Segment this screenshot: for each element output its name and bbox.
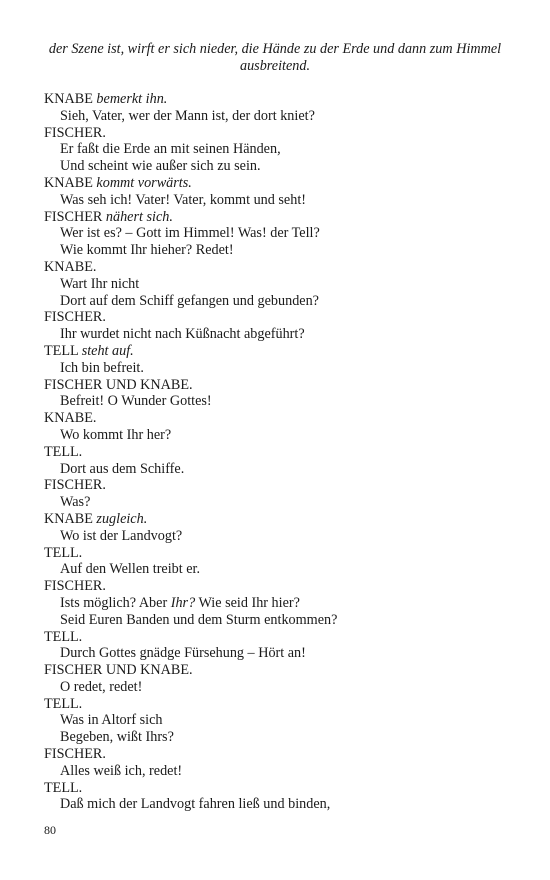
speaker-name: TELL. — [44, 443, 83, 460]
verse-line — [44, 276, 514, 293]
speaker-line — [44, 91, 514, 108]
verse-text: Dort auf dem Schiff gefangen und gebunden? — [60, 292, 319, 309]
verse-text: Dort aus dem Schiffe. — [60, 460, 185, 477]
verse-line — [44, 645, 514, 662]
speaker-line — [44, 746, 514, 763]
speaker-line — [44, 696, 514, 713]
speaker-name: KNABE — [44, 174, 97, 191]
verse-line — [44, 461, 514, 478]
speaker-name: KNABE. — [44, 258, 97, 275]
speaker-name: FISCHER — [44, 208, 106, 225]
verse-text: Sieh, Vater, wer der Mann ist, der dort kniet? — [60, 107, 315, 124]
verse-text: Er faßt die Erde an mit seinen Händen, — [60, 141, 281, 158]
speaker-name: FISCHER. — [44, 124, 106, 141]
verse-line — [44, 679, 514, 696]
speaker-line — [44, 343, 514, 360]
verse-text: Und scheint wie außer sich zu sein. — [60, 158, 261, 175]
speaker-line — [44, 259, 514, 276]
verse-text: Ich bin befreit. — [60, 359, 144, 376]
verse-text: Wart Ihr nicht — [60, 275, 140, 292]
verse-line — [44, 561, 514, 578]
speaker-line — [44, 545, 514, 562]
verse-text: O redet, redet! — [60, 678, 143, 695]
verse-line — [44, 225, 514, 242]
speaker-name: TELL — [44, 342, 82, 359]
verse-text: Begeben, wißt Ihrs? — [60, 729, 174, 746]
verse-text: Ihr wurdet nicht nach Küßnacht abgeführt? — [60, 326, 305, 343]
speaker-name: FISCHER. — [44, 477, 106, 494]
speaker-line — [44, 410, 514, 427]
stage-direction: der Szene ist, wirft er sich nieder, die Hände zu der Erde und dann zum Himmel ausbreitend. — [48, 41, 502, 74]
speaker-name: TELL. — [44, 695, 83, 712]
verse-text: Wer ist es? – Gott im Himmel! Was! der Tell? — [60, 225, 320, 242]
verse-text: Was? — [60, 494, 91, 511]
speaker-name: FISCHER. — [44, 578, 106, 595]
speaker-name: FISCHER. — [44, 309, 106, 326]
verse-text: Seid Euren Banden und dem Sturm entkommen? — [60, 611, 338, 628]
verse-line — [44, 729, 514, 746]
speaker-line — [44, 125, 514, 142]
verse-text: Wo ist der Landvogt? — [60, 527, 183, 544]
verse-line — [44, 326, 514, 343]
verse-line — [44, 242, 514, 259]
verse-line — [44, 393, 514, 410]
verse-line — [44, 158, 514, 175]
verse-line — [44, 796, 514, 813]
stage-note: nähert sich. — [105, 208, 173, 225]
emphasis: Ihr? — [170, 594, 196, 611]
stage-note: kommt vorwärts. — [96, 174, 192, 191]
verse-line — [44, 763, 514, 780]
speaker-name: FISCHER. — [44, 746, 106, 763]
stage-note: bemerkt ihn. — [96, 91, 168, 107]
verse-text: Was seh ich! Vater! Vater, kommt und seht! — [60, 191, 306, 208]
speaker-line — [44, 511, 514, 528]
page-number: 80 — [44, 823, 56, 837]
speaker-name: TELL. — [44, 544, 83, 561]
verse-line — [44, 612, 514, 629]
speaker-name: FISCHER UND KNABE. — [44, 662, 193, 679]
verse-line — [44, 108, 514, 125]
speaker-name: TELL. — [44, 779, 83, 796]
stage-note: zugleich. — [96, 510, 148, 527]
speaker-name: KNABE. — [44, 410, 97, 427]
verse-text: Was in Altorf sich — [60, 712, 163, 729]
speaker-line — [44, 444, 514, 461]
speaker-line — [44, 780, 514, 797]
stage-note: steht auf. — [81, 342, 134, 359]
speaker-name: KNABE — [44, 510, 97, 527]
verse-line — [44, 293, 514, 310]
verse-text: Daß mich der Landvogt fahren ließ und binden, — [60, 796, 331, 813]
verse-line — [44, 360, 514, 377]
speaker-line — [44, 309, 514, 326]
verse-text: Ists möglich? Aber — [60, 594, 171, 611]
verse-text: Durch Gottes gnädge Fürsehung – Hört an! — [60, 645, 306, 662]
speaker-line — [44, 377, 514, 394]
verse-line — [44, 528, 514, 545]
verse-line — [44, 494, 514, 511]
speaker-line — [44, 629, 514, 646]
speaker-name: KNABE — [44, 91, 97, 107]
verse-text: Wie kommt Ihr hieher? Redet! — [60, 242, 234, 259]
verse-text: Auf den Wellen treibt er. — [60, 561, 201, 578]
speaker-line — [44, 578, 514, 595]
verse-line — [44, 141, 514, 158]
speaker-line — [44, 175, 514, 192]
speaker-line — [44, 477, 514, 494]
verse-text: Wo kommt Ihr her? — [60, 426, 172, 443]
speaker-name: TELL. — [44, 628, 83, 645]
verse-text: Alles weiß ich, redet! — [60, 762, 183, 779]
dialogue — [44, 91, 514, 813]
speaker-name: FISCHER UND KNABE. — [44, 376, 193, 393]
verse-line — [44, 712, 514, 729]
verse-line — [44, 427, 514, 444]
verse-line — [44, 595, 514, 612]
speaker-line — [44, 662, 514, 679]
speaker-line — [44, 209, 514, 226]
verse-text-after: Wie seid Ihr hier? — [195, 594, 300, 611]
verse-line — [44, 192, 514, 209]
verse-text: Befreit! O Wunder Gottes! — [60, 393, 212, 410]
